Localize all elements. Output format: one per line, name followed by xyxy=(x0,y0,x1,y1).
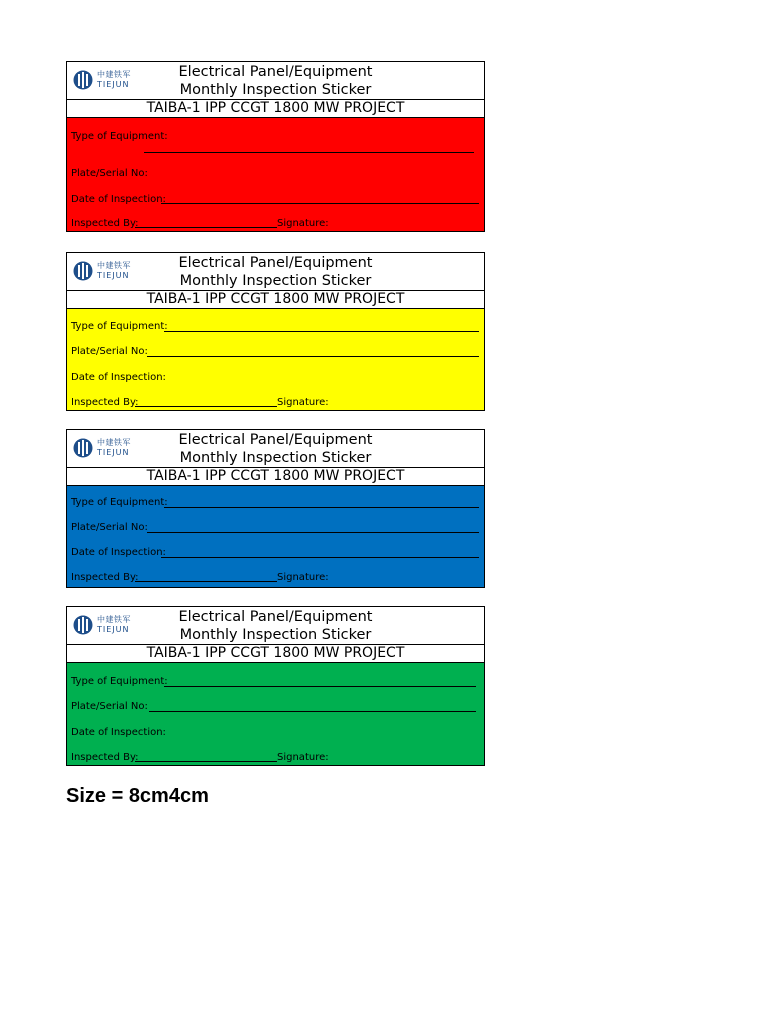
date-of-inspection-line xyxy=(161,203,479,204)
type-of-equipment-label: Type of Equipment: xyxy=(71,131,168,142)
plate-serial-label: Plate/Serial No: xyxy=(71,522,148,533)
logo-en-text: TIEJUN xyxy=(97,271,130,280)
logo-en-text: TIEJUN xyxy=(97,448,130,457)
inspected-by-label: Inspected By: xyxy=(71,752,139,763)
sticker-title xyxy=(157,63,394,99)
sticker-header xyxy=(67,253,484,291)
project-name: TAIBA-1 IPP CCGT 1800 MW PROJECT xyxy=(67,645,484,663)
sticker-title xyxy=(157,608,394,644)
inspected-by-label: Inspected By: xyxy=(71,572,139,583)
title-line-1: Electrical Panel/Equipment xyxy=(178,609,373,625)
logo-mark-icon xyxy=(73,70,93,90)
tiejun-logo xyxy=(73,615,135,637)
title-line-1: Electrical Panel/Equipment xyxy=(178,432,373,448)
sticker-red xyxy=(66,61,485,232)
logo-en-text: TIEJUN xyxy=(97,625,130,634)
project-name: TAIBA-1 IPP CCGT 1800 MW PROJECT xyxy=(67,468,484,486)
title-line-2: Monthly Inspection Sticker xyxy=(179,627,372,643)
sticker-header xyxy=(67,62,484,100)
logo-en-text: TIEJUN xyxy=(97,80,130,89)
inspected-by-line xyxy=(135,227,277,228)
date-of-inspection-label: Date of Inspection: xyxy=(71,547,166,558)
plate-serial-label: Plate/Serial No: xyxy=(71,168,148,179)
date-of-inspection-label: Date of Inspection: xyxy=(71,372,166,383)
sticker-yellow xyxy=(66,252,485,411)
date-of-inspection-label: Date of Inspection: xyxy=(71,727,166,738)
signature-label: Signature: xyxy=(277,572,329,583)
inspected-by-line xyxy=(135,406,277,407)
sticker-header xyxy=(67,430,484,468)
title-line-1: Electrical Panel/Equipment xyxy=(178,64,373,80)
tiejun-logo xyxy=(73,70,135,92)
project-name: TAIBA-1 IPP CCGT 1800 MW PROJECT xyxy=(67,291,484,309)
sticker-header xyxy=(67,607,484,645)
title-line-2: Monthly Inspection Sticker xyxy=(179,273,372,289)
logo-mark-icon xyxy=(73,261,93,281)
project-name: TAIBA-1 IPP CCGT 1800 MW PROJECT xyxy=(67,100,484,118)
signature-label: Signature: xyxy=(277,752,329,763)
sticker-body xyxy=(67,486,484,587)
sticker-body xyxy=(67,663,484,765)
logo-mark-icon xyxy=(73,615,93,635)
title-line-2: Monthly Inspection Sticker xyxy=(179,450,372,466)
plate-serial-line xyxy=(149,711,476,712)
tiejun-logo xyxy=(73,261,135,283)
logo-mark-icon xyxy=(73,438,93,458)
logo-cn-text: 中建铁军 xyxy=(97,438,131,447)
type-of-equipment-line xyxy=(164,331,479,332)
sticker-body xyxy=(67,118,484,231)
type-of-equipment-label: Type of Equipment: xyxy=(71,321,168,332)
inspected-by-label: Inspected By: xyxy=(71,218,139,229)
sticker-blue xyxy=(66,429,485,588)
sticker-title xyxy=(157,254,394,290)
sticker-green xyxy=(66,606,485,766)
type-of-equipment-label: Type of Equipment: xyxy=(71,676,168,687)
tiejun-logo xyxy=(73,438,135,460)
type-of-equipment-label: Type of Equipment: xyxy=(71,497,168,508)
type-of-equipment-line xyxy=(164,686,476,687)
plate-serial-label: Plate/Serial No: xyxy=(71,701,148,712)
logo-cn-text: 中建铁军 xyxy=(97,615,131,624)
type-of-equipment-line xyxy=(164,507,479,508)
signature-label: Signature: xyxy=(277,218,329,229)
signature-label: Signature: xyxy=(277,397,329,408)
logo-cn-text: 中建铁军 xyxy=(97,261,131,270)
sticker-body xyxy=(67,309,484,410)
sticker-title xyxy=(157,431,394,467)
plate-serial-line xyxy=(147,532,479,533)
logo-cn-text: 中建铁军 xyxy=(97,70,131,79)
size-note: Size = 8cm4cm xyxy=(66,785,209,807)
inspected-by-label: Inspected By: xyxy=(71,397,139,408)
inspected-by-line xyxy=(135,761,277,762)
title-line-2: Monthly Inspection Sticker xyxy=(179,82,372,98)
date-of-inspection-label: Date of Inspection: xyxy=(71,194,166,205)
inspected-by-line xyxy=(135,581,277,582)
title-line-1: Electrical Panel/Equipment xyxy=(178,255,373,271)
date-of-inspection-line xyxy=(161,557,479,558)
type-of-equipment-line xyxy=(144,152,474,153)
plate-serial-line xyxy=(147,356,479,357)
plate-serial-label: Plate/Serial No: xyxy=(71,346,148,357)
